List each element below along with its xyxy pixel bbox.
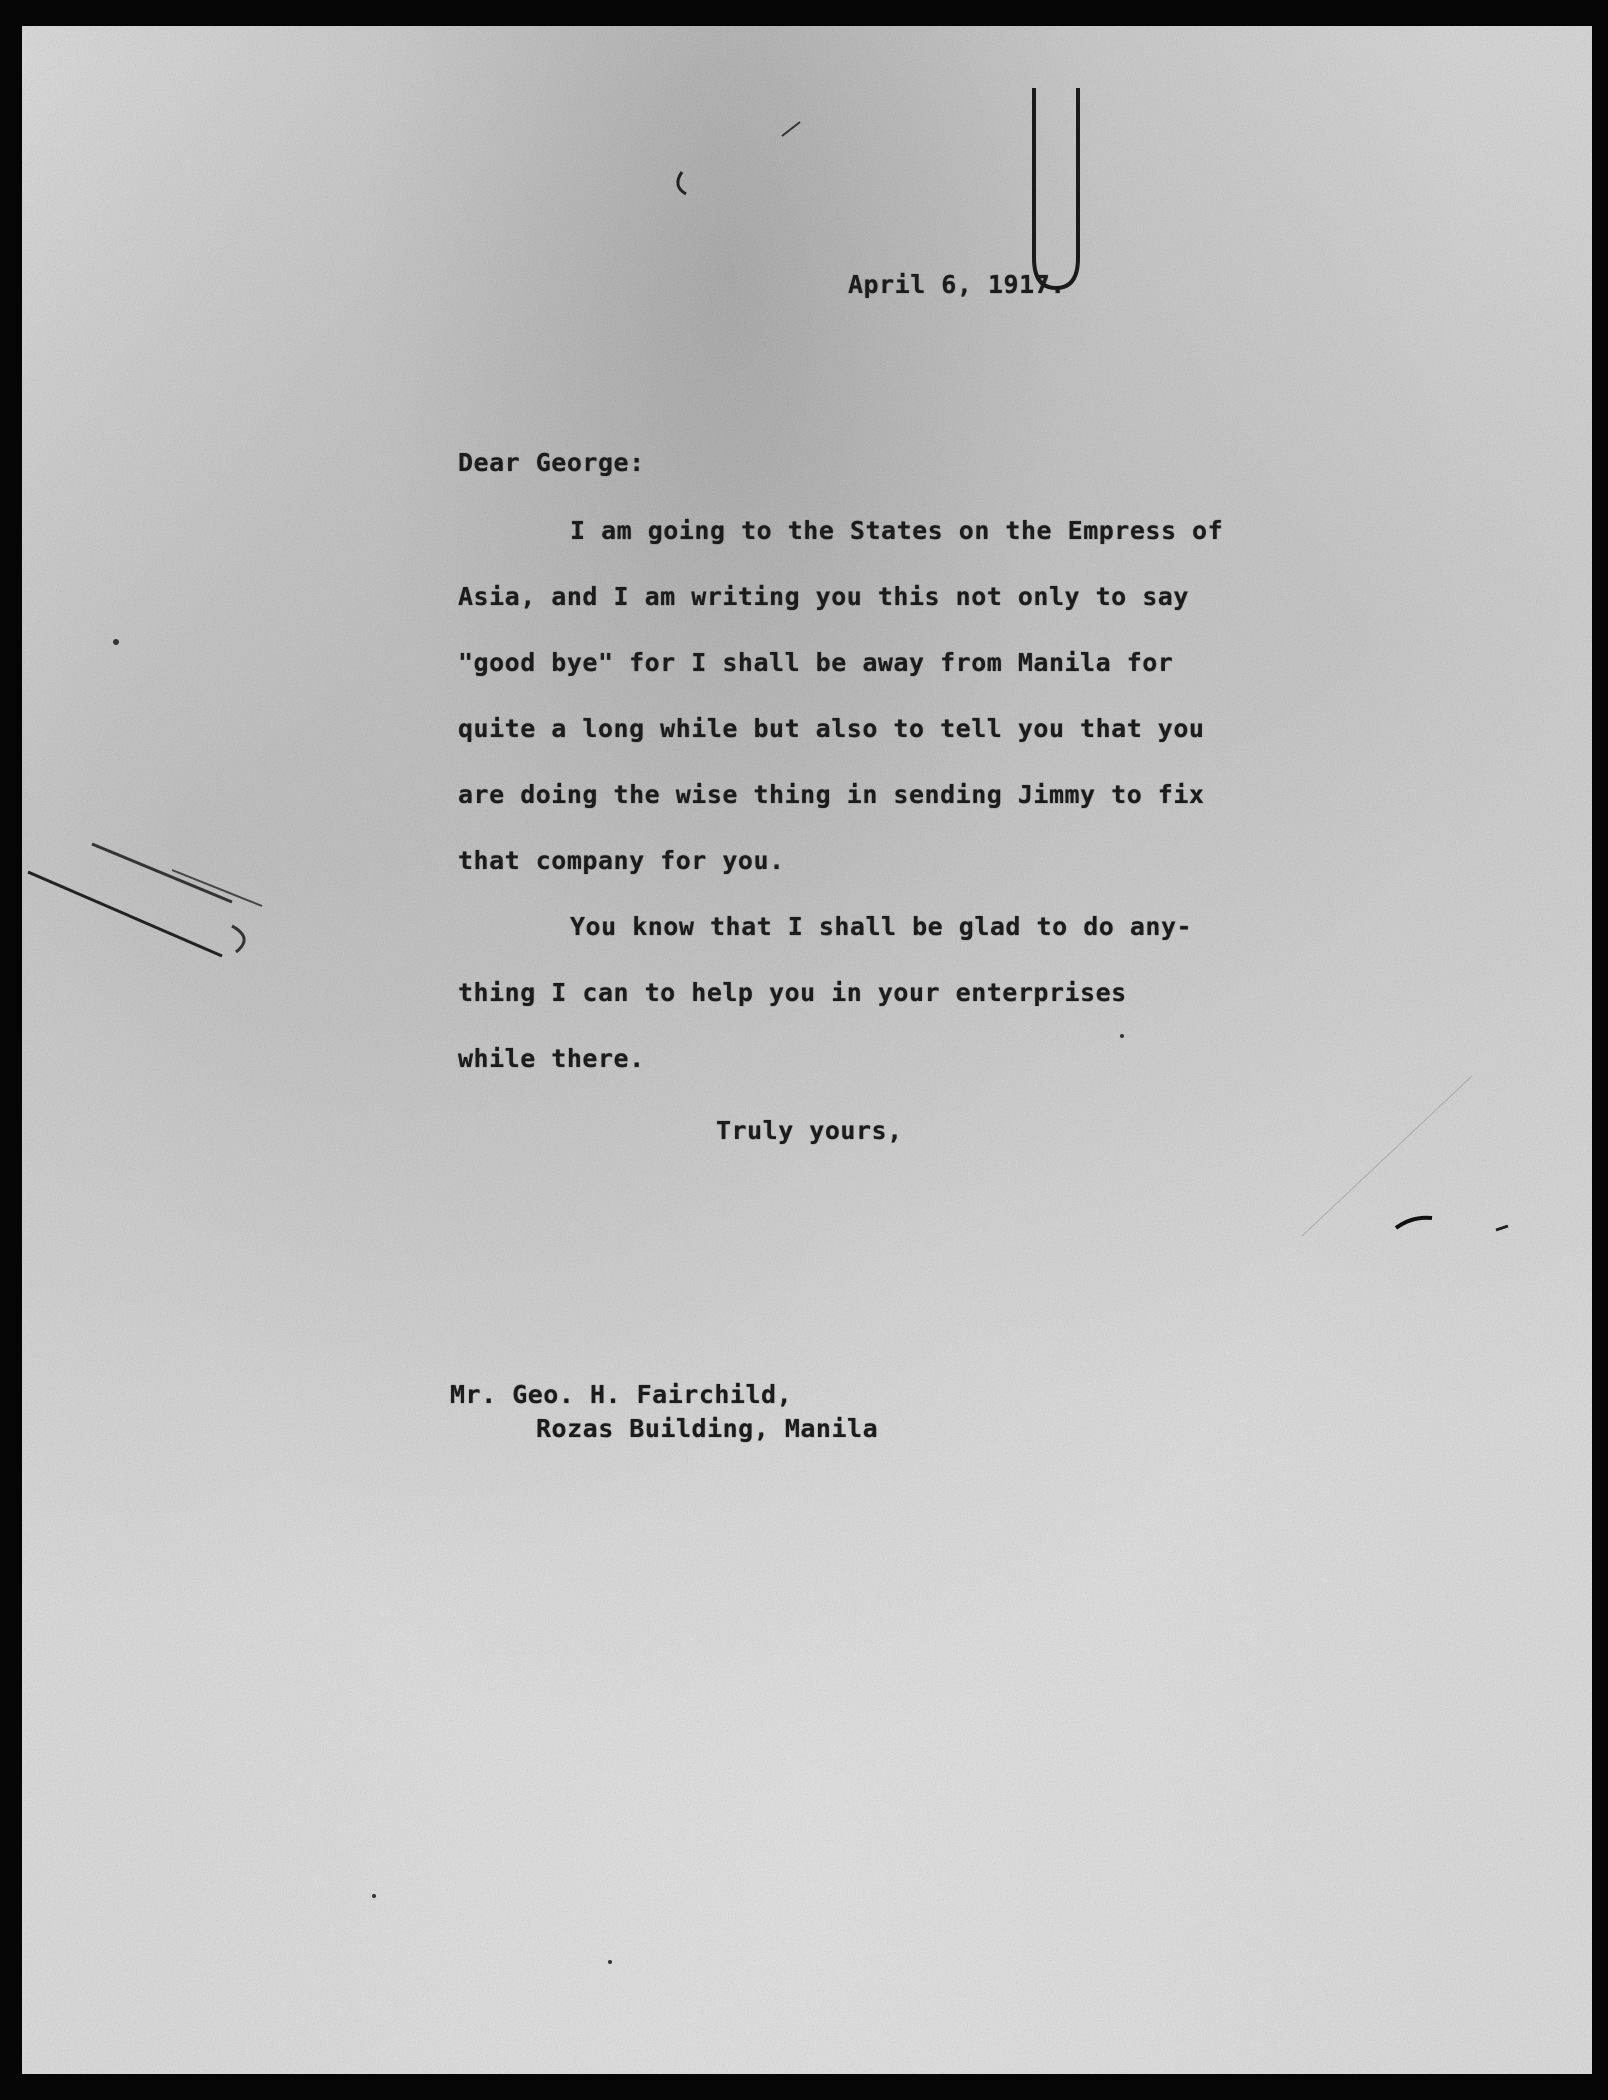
paragraph2-line-2: thing I can to help you in your enterprises [458,978,1127,1007]
recipient-name: Mr. Geo. H. Fairchild, [450,1380,793,1409]
recipient-address: Rozas Building, Manila [536,1414,879,1443]
salutation: Dear George: [458,448,645,477]
paragraph1-line-2: Asia, and I am writing you this not only to say [458,582,1189,611]
paragraph2-line-3: while there. [458,1044,645,1073]
paragraph1-line-5: are doing the wise thing in sending Jimmy to fix [458,780,1205,809]
letter-page [22,26,1592,2074]
paragraph1-line-1: I am going to the States on the Empress of [570,516,1224,545]
paragraph1-line-3: "good bye" for I shall be away from Manila for [458,648,1174,677]
paragraph1-line-6: that company for you. [458,846,785,875]
paragraph1-line-4: quite a long while but also to tell you that you [458,714,1205,743]
paper-texture [22,26,1592,2074]
letter-date: April 6, 1917. [848,270,1066,299]
closing: Truly yours, [716,1116,903,1145]
paragraph2-line-1: You know that I shall be glad to do any- [570,912,1193,941]
